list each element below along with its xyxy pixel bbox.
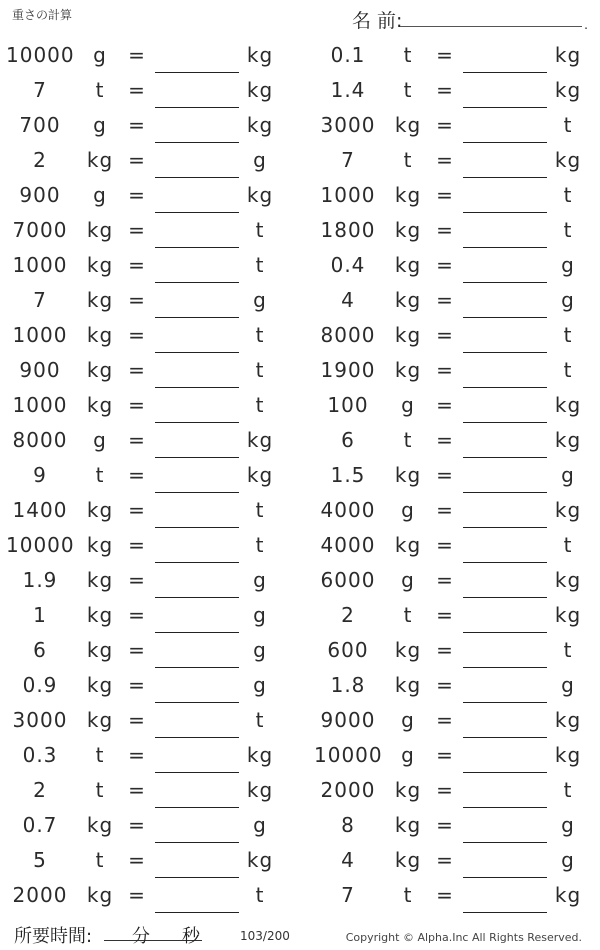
problem-value: 2000 bbox=[12, 883, 68, 907]
to-unit: t bbox=[255, 358, 265, 382]
equals-sign: = bbox=[128, 148, 146, 172]
from-unit: kg bbox=[394, 813, 422, 837]
problem-value: 7 bbox=[341, 883, 355, 907]
equals-sign: = bbox=[128, 218, 146, 242]
to-unit: g bbox=[561, 463, 575, 487]
equals-sign: = bbox=[436, 393, 454, 417]
equals-sign: = bbox=[128, 78, 146, 102]
from-unit: g bbox=[401, 568, 415, 592]
to-unit: kg bbox=[246, 113, 274, 137]
from-unit: kg bbox=[86, 393, 114, 417]
problem-value: 1.5 bbox=[330, 463, 366, 487]
name-end-mark: . bbox=[584, 18, 588, 32]
to-unit: kg bbox=[246, 463, 274, 487]
to-unit: g bbox=[561, 673, 575, 697]
equals-sign: = bbox=[436, 848, 454, 872]
from-unit: kg bbox=[86, 323, 114, 347]
page-number: 103/200 bbox=[240, 929, 290, 943]
problem-value: 1.8 bbox=[330, 673, 366, 697]
from-unit: kg bbox=[394, 113, 422, 137]
problem-value: 2 bbox=[33, 148, 47, 172]
from-unit: kg bbox=[86, 708, 114, 732]
from-unit: t bbox=[403, 883, 413, 907]
to-unit: g bbox=[253, 638, 267, 662]
to-unit: kg bbox=[554, 393, 582, 417]
from-unit: t bbox=[403, 148, 413, 172]
problem-value: 6 bbox=[33, 638, 47, 662]
from-unit: kg bbox=[394, 253, 422, 277]
problem-value: 8000 bbox=[12, 428, 68, 452]
answer-blank[interactable] bbox=[463, 912, 547, 913]
from-unit: g bbox=[401, 498, 415, 522]
name-label: 名 前: bbox=[352, 10, 403, 32]
to-unit: kg bbox=[554, 498, 582, 522]
seconds-label: 秒 bbox=[182, 926, 200, 947]
copyright-notice: Copyright © Alpha.Inc All Rights Reserved. bbox=[345, 931, 582, 944]
equals-sign: = bbox=[436, 708, 454, 732]
problem-value: 1.9 bbox=[22, 568, 58, 592]
to-unit: g bbox=[253, 603, 267, 627]
problem-value: 1400 bbox=[12, 498, 68, 522]
to-unit: kg bbox=[246, 78, 274, 102]
from-unit: kg bbox=[86, 533, 114, 557]
problem-row bbox=[0, 738, 600, 773]
problem-value: 1 bbox=[33, 603, 47, 627]
problem-row bbox=[0, 773, 600, 808]
from-unit: kg bbox=[394, 323, 422, 347]
name-input-line[interactable] bbox=[400, 26, 582, 27]
to-unit: kg bbox=[554, 743, 582, 767]
to-unit: kg bbox=[554, 428, 582, 452]
to-unit: t bbox=[255, 393, 265, 417]
equals-sign: = bbox=[436, 288, 454, 312]
problem-value: 7000 bbox=[12, 218, 68, 242]
from-unit: kg bbox=[86, 148, 114, 172]
from-unit: kg bbox=[394, 183, 422, 207]
from-unit: kg bbox=[86, 603, 114, 627]
from-unit: g bbox=[93, 428, 107, 452]
equals-sign: = bbox=[128, 323, 146, 347]
from-unit: kg bbox=[86, 253, 114, 277]
from-unit: kg bbox=[394, 358, 422, 382]
from-unit: g bbox=[93, 113, 107, 137]
to-unit: kg bbox=[246, 743, 274, 767]
from-unit: t bbox=[95, 78, 105, 102]
equals-sign: = bbox=[128, 428, 146, 452]
equals-sign: = bbox=[436, 428, 454, 452]
problem-row bbox=[0, 283, 600, 318]
equals-sign: = bbox=[128, 778, 146, 802]
from-unit: g bbox=[401, 393, 415, 417]
equals-sign: = bbox=[128, 253, 146, 277]
from-unit: t bbox=[95, 463, 105, 487]
from-unit: kg bbox=[86, 883, 114, 907]
problem-value: 4000 bbox=[320, 498, 376, 522]
problem-value: 0.9 bbox=[22, 673, 58, 697]
problem-value: 7 bbox=[33, 288, 47, 312]
problem-row bbox=[0, 213, 600, 248]
problem-row bbox=[0, 318, 600, 353]
problem-value: 3000 bbox=[320, 113, 376, 137]
equals-sign: = bbox=[436, 883, 454, 907]
problem-row bbox=[0, 668, 600, 703]
from-unit: kg bbox=[394, 673, 422, 697]
problem-value: 7 bbox=[33, 78, 47, 102]
problem-value: 900 bbox=[19, 183, 61, 207]
problem-row bbox=[0, 178, 600, 213]
from-unit: g bbox=[401, 743, 415, 767]
to-unit: t bbox=[255, 253, 265, 277]
to-unit: kg bbox=[554, 43, 582, 67]
problem-row bbox=[0, 598, 600, 633]
to-unit: kg bbox=[246, 778, 274, 802]
equals-sign: = bbox=[128, 743, 146, 767]
equals-sign: = bbox=[128, 638, 146, 662]
problem-value: 5 bbox=[33, 848, 47, 872]
worksheet-title: 重さの計算 bbox=[12, 8, 73, 22]
from-unit: kg bbox=[394, 778, 422, 802]
to-unit: t bbox=[563, 778, 573, 802]
from-unit: kg bbox=[394, 533, 422, 557]
time-label: 所要時間: bbox=[14, 926, 93, 947]
equals-sign: = bbox=[128, 288, 146, 312]
from-unit: kg bbox=[394, 288, 422, 312]
problem-row bbox=[0, 73, 600, 108]
problem-value: 3000 bbox=[12, 708, 68, 732]
to-unit: t bbox=[255, 533, 265, 557]
problem-list bbox=[0, 38, 600, 913]
equals-sign: = bbox=[436, 743, 454, 767]
from-unit: g bbox=[93, 43, 107, 67]
from-unit: kg bbox=[86, 358, 114, 382]
equals-sign: = bbox=[128, 708, 146, 732]
problem-value: 1800 bbox=[320, 218, 376, 242]
to-unit: g bbox=[561, 253, 575, 277]
problem-value: 2 bbox=[33, 778, 47, 802]
equals-sign: = bbox=[436, 253, 454, 277]
to-unit: g bbox=[253, 288, 267, 312]
to-unit: t bbox=[563, 358, 573, 382]
equals-sign: = bbox=[436, 148, 454, 172]
equals-sign: = bbox=[128, 813, 146, 837]
from-unit: t bbox=[403, 603, 413, 627]
equals-sign: = bbox=[128, 883, 146, 907]
problem-value: 0.7 bbox=[22, 813, 58, 837]
problem-value: 1900 bbox=[320, 358, 376, 382]
equals-sign: = bbox=[436, 183, 454, 207]
equals-sign: = bbox=[128, 533, 146, 557]
problem-row bbox=[0, 108, 600, 143]
to-unit: t bbox=[255, 883, 265, 907]
problem-value: 600 bbox=[327, 638, 369, 662]
problem-row bbox=[0, 143, 600, 178]
problem-value: 4000 bbox=[320, 533, 376, 557]
equals-sign: = bbox=[128, 393, 146, 417]
problem-row bbox=[0, 353, 600, 388]
equals-sign: = bbox=[436, 113, 454, 137]
from-unit: kg bbox=[394, 463, 422, 487]
problem-value: 6 bbox=[341, 428, 355, 452]
from-unit: t bbox=[95, 743, 105, 767]
equals-sign: = bbox=[436, 603, 454, 627]
to-unit: t bbox=[563, 183, 573, 207]
problem-value: 6000 bbox=[320, 568, 376, 592]
to-unit: g bbox=[253, 148, 267, 172]
problem-value: 8000 bbox=[320, 323, 376, 347]
problem-value: 9000 bbox=[320, 708, 376, 732]
equals-sign: = bbox=[436, 463, 454, 487]
equals-sign: = bbox=[436, 498, 454, 522]
equals-sign: = bbox=[128, 848, 146, 872]
to-unit: kg bbox=[246, 43, 274, 67]
problem-value: 100 bbox=[327, 393, 369, 417]
to-unit: t bbox=[563, 218, 573, 242]
from-unit: kg bbox=[86, 218, 114, 242]
from-unit: t bbox=[403, 78, 413, 102]
equals-sign: = bbox=[436, 358, 454, 382]
problem-value: 900 bbox=[19, 358, 61, 382]
equals-sign: = bbox=[436, 638, 454, 662]
to-unit: g bbox=[253, 813, 267, 837]
from-unit: kg bbox=[86, 813, 114, 837]
from-unit: g bbox=[401, 708, 415, 732]
from-unit: t bbox=[95, 848, 105, 872]
problem-row bbox=[0, 423, 600, 458]
problem-value: 4 bbox=[341, 848, 355, 872]
from-unit: kg bbox=[86, 498, 114, 522]
equals-sign: = bbox=[128, 603, 146, 627]
to-unit: g bbox=[561, 813, 575, 837]
equals-sign: = bbox=[128, 43, 146, 67]
to-unit: t bbox=[255, 498, 265, 522]
answer-blank[interactable] bbox=[155, 912, 239, 913]
problem-value: 0.4 bbox=[330, 253, 366, 277]
to-unit: kg bbox=[246, 428, 274, 452]
to-unit: g bbox=[253, 673, 267, 697]
problem-value: 2 bbox=[341, 603, 355, 627]
equals-sign: = bbox=[128, 568, 146, 592]
problem-value: 10000 bbox=[6, 43, 75, 67]
problem-row bbox=[0, 843, 600, 878]
to-unit: kg bbox=[554, 603, 582, 627]
problem-row bbox=[0, 493, 600, 528]
from-unit: kg bbox=[86, 638, 114, 662]
to-unit: t bbox=[563, 638, 573, 662]
from-unit: kg bbox=[394, 848, 422, 872]
equals-sign: = bbox=[128, 113, 146, 137]
equals-sign: = bbox=[128, 463, 146, 487]
equals-sign: = bbox=[128, 183, 146, 207]
from-unit: kg bbox=[86, 673, 114, 697]
equals-sign: = bbox=[436, 813, 454, 837]
equals-sign: = bbox=[436, 778, 454, 802]
to-unit: kg bbox=[246, 848, 274, 872]
to-unit: t bbox=[563, 323, 573, 347]
problem-row bbox=[0, 458, 600, 493]
from-unit: kg bbox=[86, 568, 114, 592]
equals-sign: = bbox=[436, 533, 454, 557]
problem-row bbox=[0, 248, 600, 283]
problem-value: 0.3 bbox=[22, 743, 58, 767]
problem-value: 1.4 bbox=[330, 78, 366, 102]
to-unit: t bbox=[563, 533, 573, 557]
from-unit: g bbox=[93, 183, 107, 207]
problem-value: 1000 bbox=[12, 323, 68, 347]
problem-value: 1000 bbox=[12, 393, 68, 417]
equals-sign: = bbox=[436, 43, 454, 67]
problem-value: 8 bbox=[341, 813, 355, 837]
problem-value: 1000 bbox=[12, 253, 68, 277]
problem-row bbox=[0, 703, 600, 738]
equals-sign: = bbox=[128, 498, 146, 522]
problem-value: 2000 bbox=[320, 778, 376, 802]
problem-value: 0.1 bbox=[330, 43, 366, 67]
problem-value: 10000 bbox=[6, 533, 75, 557]
problem-value: 4 bbox=[341, 288, 355, 312]
from-unit: kg bbox=[86, 288, 114, 312]
from-unit: t bbox=[95, 778, 105, 802]
from-unit: t bbox=[403, 43, 413, 67]
problem-row bbox=[0, 878, 600, 913]
problem-row bbox=[0, 633, 600, 668]
problem-value: 7 bbox=[341, 148, 355, 172]
to-unit: kg bbox=[554, 708, 582, 732]
equals-sign: = bbox=[128, 673, 146, 697]
equals-sign: = bbox=[128, 358, 146, 382]
to-unit: kg bbox=[554, 883, 582, 907]
problem-row bbox=[0, 563, 600, 598]
equals-sign: = bbox=[436, 323, 454, 347]
to-unit: t bbox=[255, 708, 265, 732]
equals-sign: = bbox=[436, 78, 454, 102]
problem-value: 1000 bbox=[320, 183, 376, 207]
to-unit: g bbox=[253, 568, 267, 592]
to-unit: kg bbox=[554, 148, 582, 172]
problem-value: 10000 bbox=[314, 743, 383, 767]
from-unit: kg bbox=[394, 638, 422, 662]
to-unit: g bbox=[561, 288, 575, 312]
from-unit: t bbox=[403, 428, 413, 452]
problem-value: 9 bbox=[33, 463, 47, 487]
equals-sign: = bbox=[436, 673, 454, 697]
name-field bbox=[352, 4, 588, 30]
to-unit: g bbox=[561, 848, 575, 872]
problem-row bbox=[0, 808, 600, 843]
minutes-label: 分 bbox=[132, 926, 150, 947]
problem-row bbox=[0, 528, 600, 563]
to-unit: t bbox=[255, 218, 265, 242]
to-unit: t bbox=[563, 113, 573, 137]
to-unit: kg bbox=[554, 568, 582, 592]
from-unit: kg bbox=[394, 218, 422, 242]
equals-sign: = bbox=[436, 568, 454, 592]
to-unit: kg bbox=[246, 183, 274, 207]
problem-row bbox=[0, 38, 600, 73]
to-unit: t bbox=[255, 323, 265, 347]
problem-value: 700 bbox=[19, 113, 61, 137]
problem-row bbox=[0, 388, 600, 423]
equals-sign: = bbox=[436, 218, 454, 242]
to-unit: kg bbox=[554, 78, 582, 102]
